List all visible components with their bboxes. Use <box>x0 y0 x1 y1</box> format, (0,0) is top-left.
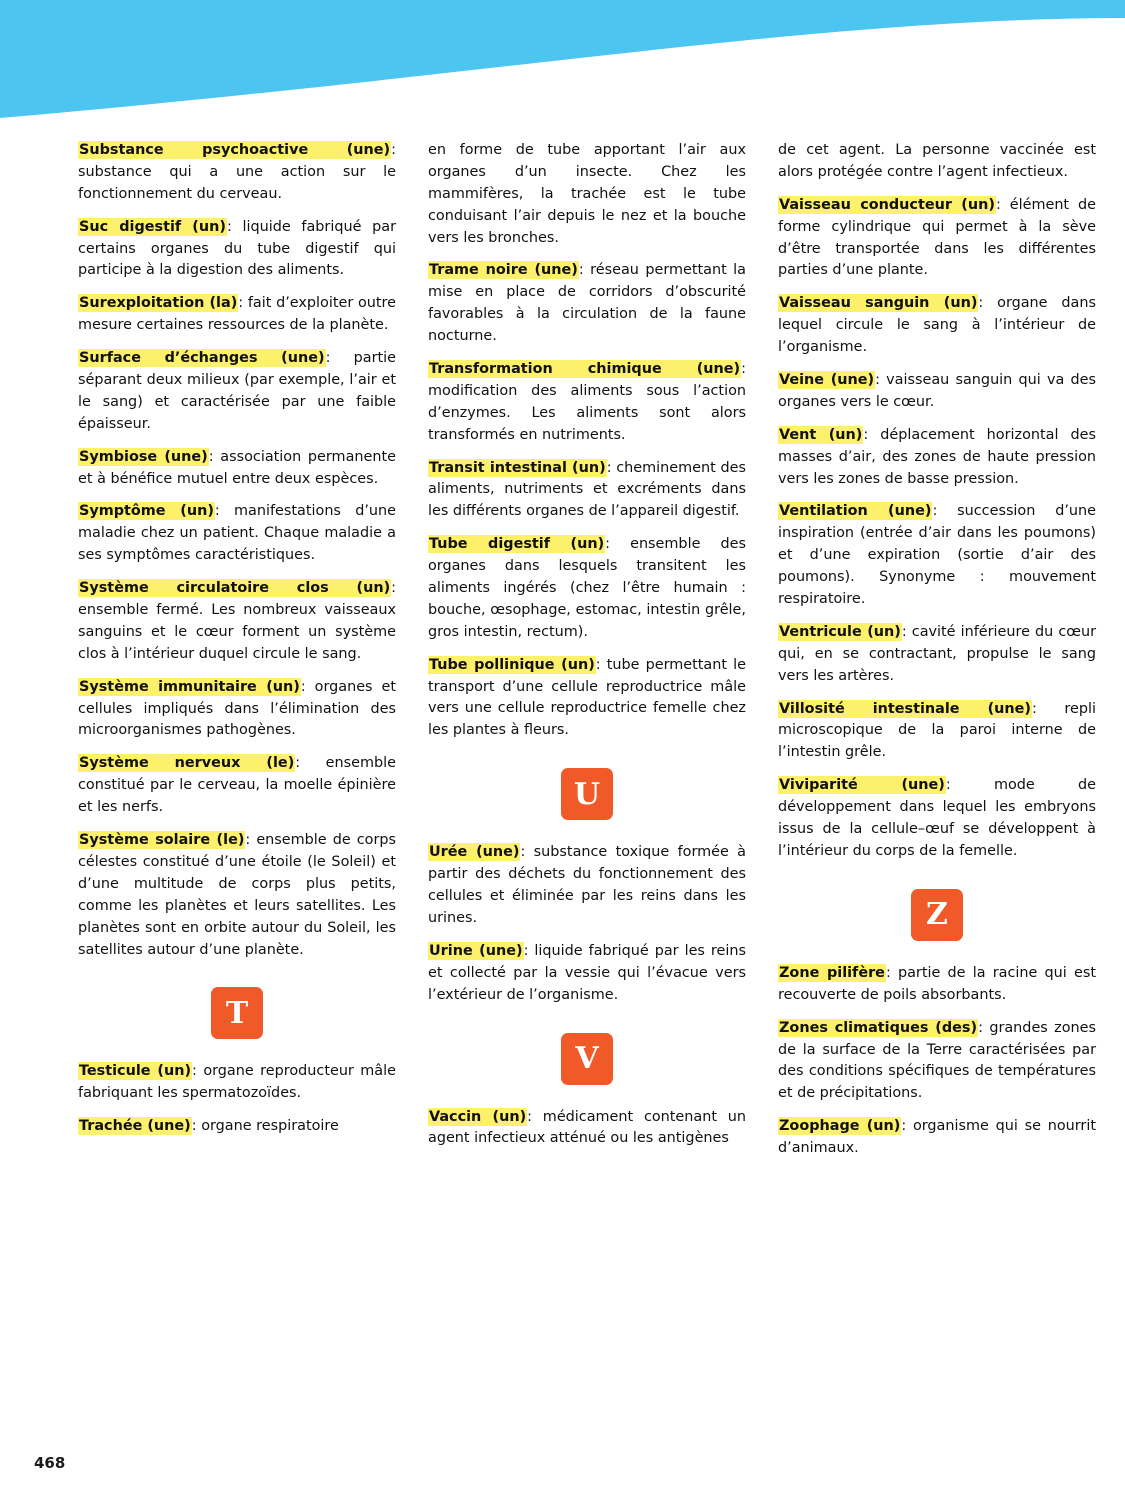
glossary-term: Testicule (un) <box>79 1063 192 1080</box>
glossary-term: Ventricule (un) <box>779 623 901 640</box>
glossary-definition: : déplacement horizontal des masses d’air, des zones de haute pression vers les zones de basse pression. <box>778 426 1096 487</box>
glossary-entry <box>78 501 396 567</box>
glossary-entry <box>78 293 396 337</box>
glossary-definition: : repli microscopique de la paroi interne de l’intestin grêle. <box>778 700 1096 761</box>
glossary-definition: : ensemble fermé. Les nombreux vaisseaux sanguins et le cœur forment un système clos à l’intérieur duquel circule le sang. <box>78 580 396 662</box>
glossary-definition: : fait d’exploiter outre mesure certaines ressources de la planète. <box>78 295 396 334</box>
glossary-term: Substance psychoactive (une) <box>79 142 391 158</box>
letter-badge: T <box>211 987 263 1039</box>
letter-badge: U <box>561 768 613 820</box>
glossary-entry <box>78 677 396 743</box>
glossary-continuation: de cet agent. La personne vaccinée est alors protégée contre l’agent infectieux. <box>778 142 1096 180</box>
glossary-term: Trame noire (une) <box>429 262 578 279</box>
glossary-entry <box>778 699 1096 765</box>
glossary-column-2 <box>428 140 746 1161</box>
glossary-entry <box>778 293 1096 359</box>
glossary-definition: : modification des aliments sous l’action d’enzymes. Les aliments sont alors transformés en nutriments. <box>428 361 746 443</box>
glossary-term: Transit intestinal (un) <box>429 459 606 476</box>
glossary-term: Symbiose (une) <box>79 448 208 465</box>
letter-section-v <box>428 1033 746 1085</box>
letter-section-t <box>78 987 396 1039</box>
glossary-entry <box>428 534 746 643</box>
glossary-definition: : substance qui a une action sur le fonctionnement du cerveau. <box>78 142 396 202</box>
glossary-entry <box>778 1116 1096 1160</box>
glossary-definition: : ensemble constitué par le cerveau, la moelle épinière et les nerfs. <box>78 755 396 816</box>
glossary-entry <box>78 1061 396 1105</box>
glossary-term: Surface d’échanges (une) <box>79 350 325 367</box>
glossary-entry <box>778 370 1096 414</box>
glossary-definition: : réseau permettant la mise en place de corridors d’obscurité favorables à la circulation de la faune nocturne. <box>428 262 746 345</box>
glossary-entry <box>778 622 1096 688</box>
glossary-columns <box>78 140 1097 1171</box>
glossary-entry <box>428 458 746 524</box>
glossary-column-3 <box>778 140 1096 1171</box>
glossary-continuation: en forme de tube apportant l’air aux organes d’un insecte. Chez les mammifères, la trachée est le tube conduisant l’air depuis le nez et la bouche vers les bronches. <box>428 142 746 246</box>
glossary-term: Symptôme (un) <box>79 503 214 520</box>
glossary-definition: : cheminement des aliments, nutriments et excréments dans les différents organes de l’appareil digestif. <box>428 459 746 520</box>
glossary-entry <box>428 842 746 930</box>
glossary-term: Système circulatoire clos (un) <box>79 580 391 597</box>
glossary-term: Zones climatiques (des) <box>779 1019 978 1036</box>
glossary-definition: : association permanente et à bénéfice mutuel entre deux espèces. <box>78 448 396 487</box>
glossary-page <box>0 140 1125 1440</box>
glossary-definition: : partie séparant deux milieux (par exemple, l’air et le sang) et caractérisée par une faible épaisseur. <box>78 350 396 432</box>
glossary-term: Vaccin (un) <box>429 1108 527 1125</box>
glossary-entry <box>778 195 1096 283</box>
letter-section-z <box>778 889 1096 941</box>
glossary-definition: : organes et cellules impliqués dans l’élimination des microorganismes pathogènes. <box>78 678 397 739</box>
glossary-term: Zoophage (un) <box>779 1118 901 1135</box>
glossary-definition: : tube permettant le transport d’une cellule reproductrice mâle vers une cellule reproductrice femelle chez les plantes à fleurs. <box>428 656 746 739</box>
glossary-term: Vaisseau conducteur (un) <box>779 196 995 213</box>
glossary-definition: : liquide fabriqué par les reins et collecté par la vessie qui l’évacue vers l’extérieur de l’organisme. <box>428 942 746 1003</box>
glossary-definition: : substance toxique formée à partir des déchets du fonctionnement des cellules et éliminée par les reins dans les urines. <box>428 844 746 926</box>
glossary-entry <box>428 655 746 743</box>
glossary-entry <box>778 1018 1096 1106</box>
glossary-term: Vaisseau sanguin (un) <box>779 295 978 312</box>
glossary-definition: : grandes zones de la surface de la Terre caractérisées par des conditions spécifiques de températures et de précipitations. <box>778 1019 1096 1102</box>
glossary-definition: : médicament contenant un agent infectieux atténué ou les antigènes <box>428 1108 747 1147</box>
glossary-definition: : succession d’une inspiration (entrée d’air dans les poumons) et d’une expiration (sortie d’air des poumons). Synonyme : mouvement respiratoire. <box>778 503 1097 608</box>
glossary-term: Transformation chimique (une) <box>429 361 741 378</box>
glossary-entry <box>428 941 746 1007</box>
glossary-entry <box>78 753 396 819</box>
glossary-term: Urine (une) <box>429 942 523 959</box>
glossary-term: Trachée (une) <box>79 1118 191 1135</box>
glossary-definition: : organe dans lequel circule le sang à l’intérieur de l’organisme. <box>778 295 1096 356</box>
glossary-term: Zone pilifère <box>779 964 885 981</box>
glossary-term: Système nerveux (le) <box>79 755 295 772</box>
glossary-entry <box>78 1116 396 1138</box>
glossary-definition: : mode de développement dans lequel les embryons issus de la cellule–œuf se développent à l’intérieur du corps de la femelle. <box>778 777 1096 859</box>
glossary-term: Système immunitaire (un) <box>79 678 300 695</box>
glossary-term: Suc digestif (un) <box>79 218 226 235</box>
glossary-entry <box>778 425 1096 491</box>
glossary-definition: : élément de forme cylindrique qui permet à la sève d’être transportée dans les différentes parties d’une plante. <box>778 196 1096 279</box>
letter-section-u <box>428 768 746 820</box>
glossary-definition: : liquide fabriqué par certains organes du tube digestif qui participe à la digestion des aliments. <box>78 218 396 279</box>
letter-badge: V <box>561 1033 613 1085</box>
glossary-entry <box>78 447 396 491</box>
glossary-entry <box>428 260 746 348</box>
glossary-entry <box>778 775 1096 863</box>
decorative-top-wave <box>0 0 1125 130</box>
glossary-definition: : organisme qui se nourrit d’animaux. <box>778 1118 1096 1157</box>
glossary-entry <box>78 140 396 206</box>
glossary-definition: : ensemble des organes dans lesquels transitent les aliments ingérés (chez l’être humain : bouche, œsophage, estomac, intestin grêle, gros intestin, rectum). <box>428 536 746 640</box>
glossary-definition: : vaisseau sanguin qui va des organes vers le cœur. <box>778 372 1096 410</box>
glossary-entry <box>78 578 396 666</box>
glossary-column-1 <box>78 140 396 1149</box>
page-number: 468 <box>34 1454 66 1472</box>
glossary-definition: : manifestations d’une maladie chez un patient. Chaque maladie a ses symptômes caractéristiques. <box>78 503 397 564</box>
glossary-definition: : organe respiratoire <box>191 1118 339 1135</box>
letter-badge: Z <box>911 889 963 941</box>
glossary-term: Urée (une) <box>429 844 520 861</box>
glossary-entry <box>78 217 396 283</box>
glossary-entry <box>428 1107 746 1151</box>
glossary-definition: : cavité inférieure du cœur qui, en se contractant, propulse le sang vers les artères. <box>778 623 1096 684</box>
glossary-term: Ventilation (une) <box>779 503 932 520</box>
glossary-definition: : ensemble de corps célestes constitué d’une étoile (le Soleil) et d’une multitude de corps plus petits, comme les planètes et leurs satellites. Les planètes sont en orbite autour du Soleil, les satellites autour d’une planète. <box>78 832 397 958</box>
glossary-definition: : partie de la racine qui est recouverte de poils absorbants. <box>778 964 1096 1003</box>
glossary-entry <box>778 963 1096 1007</box>
glossary-term: Surexploitation (la) <box>79 295 238 312</box>
glossary-term: Villosité intestinale (une) <box>779 700 1031 717</box>
glossary-term: Système solaire (le) <box>79 832 245 849</box>
glossary-term: Vent (un) <box>779 426 863 443</box>
glossary-term: Veine (une) <box>779 372 875 389</box>
glossary-term: Viviparité (une) <box>779 777 945 794</box>
glossary-entry <box>428 359 746 447</box>
glossary-entry <box>78 830 396 961</box>
glossary-definition: : organe reproducteur mâle fabriquant les spermatozoïdes. <box>78 1063 396 1102</box>
glossary-entry <box>778 501 1096 610</box>
glossary-entry <box>78 348 396 436</box>
glossary-term: Tube pollinique (un) <box>429 656 595 673</box>
glossary-term: Tube digestif (un) <box>429 536 605 553</box>
